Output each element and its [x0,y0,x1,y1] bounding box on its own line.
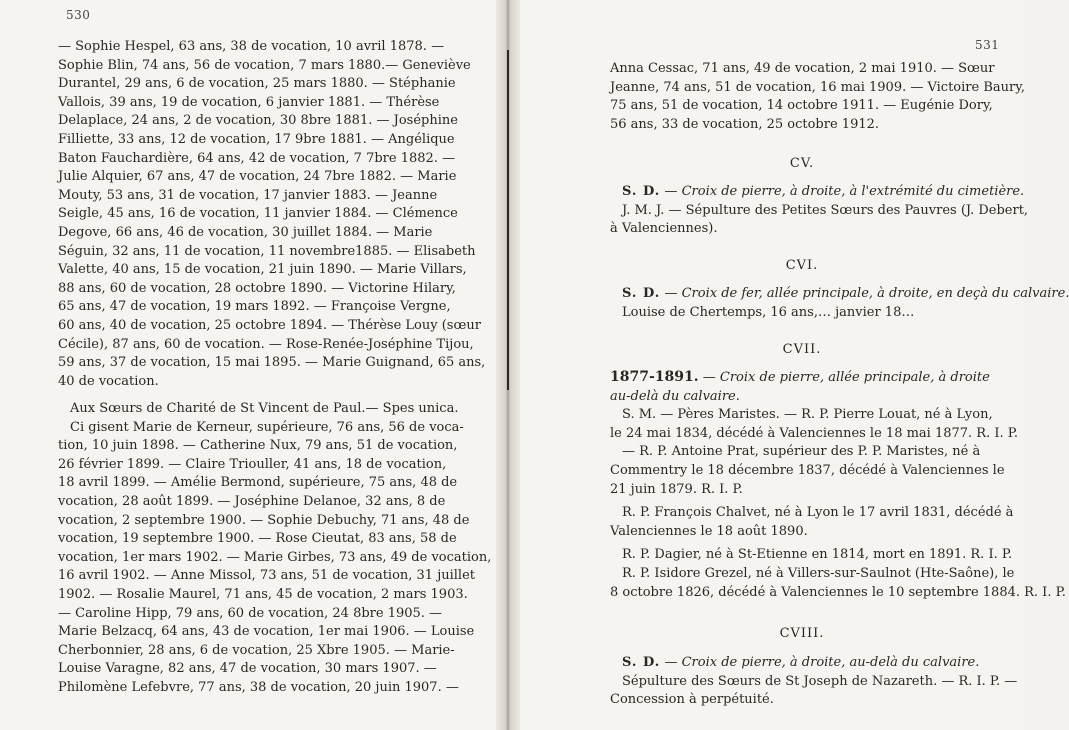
text-line: Vallois, 39 ans, 19 de vocation, 6 janvier 1881. — Thérèse [58,94,440,110]
right-paragraph-1 [610,60,1025,134]
left-page [0,0,496,730]
italic-text: — Croix de pierre, à droite, au-delà du calvaire. [664,655,980,670]
text-line: 18 avril 1899. — Amélie Bermond, supérieure, 75 ans, 48 de [58,475,458,491]
text-line [610,183,1025,202]
text-line: Mouty, 53 ans, 31 de vocation, 17 janvier 1883. — Jeanne [58,187,438,203]
text-line [610,285,1069,304]
text-line: Louise de Chertemps, 16 ans,… janvier 18… [622,304,915,320]
text-line: vocation, 19 septembre 1900. — Rose Cieutat, 83 ans, 58 de [58,531,457,547]
text-line: Filliette, 33 ans, 12 de vocation, 17 9bre 1881. — Angélique [58,131,455,147]
text-line: Ci gisent Marie de Kerneur, supérieure, 76 ans, 56 de voca- [70,419,464,435]
text-line: J. M. J. — Sépulture des Petites Sœurs des Pauvres (J. Debert, [622,202,1029,218]
right-page [520,0,1069,730]
text-line: Sépulture des Sœurs de St Joseph de Nazareth. — R. I. P. — [622,673,1018,689]
text-line: tion, 10 juin 1898. — Catherine Nux, 79 ans, 51 de vocation, [58,438,458,454]
text-line: 16 avril 1902. — Anne Missol, 73 ans, 51 de vocation, 31 juillet [58,568,476,584]
text-line: 8 octobre 1826, décédé à Valenciennes le 10 septembre 1884. R. I. P. [610,584,1066,600]
text-line: 75 ans, 51 de vocation, 14 octobre 1911. — Eugénie Dory, [610,98,993,114]
section-cv-body [610,183,1029,239]
text-line [610,368,994,388]
text-line: Aux Sœurs de Charité de St Vincent de Paul.— Spes unica. [70,401,459,416]
text-line: Jeanne, 74 ans, 51 de vocation, 16 mai 1909. — Victoire Baury, [610,79,1025,95]
text-line [610,654,994,673]
text-line: R. P. François Chalvet, né à Lyon le 17 avril 1831, décédé à [622,505,1014,521]
text-line: Marie Belzacq, 64 ans, 43 de vocation, 1er mai 1906. — Louise [58,624,475,640]
text-line: au-delà du calvaire. [610,388,740,404]
text-line: 21 juin 1879. R. I. P. [610,481,743,497]
section-cvi-body [610,285,1069,322]
text-line: 59 ans, 37 de vocation, 15 mai 1895. — Marie Guignand, 65 ans, [58,355,486,371]
text-line: Louise Varagne, 82 ans, 47 de vocation, 30 mars 1907. — [58,661,437,677]
text-line: R. P. Dagier, né à St-Etienne en 1814, mort en 1891. R. I. P. [622,547,1013,563]
page-number-right: 531 [975,38,1000,52]
text-line: 56 ans, 33 de vocation, 25 octobre 1912. [610,116,880,132]
left-paragraph-1 [58,38,486,391]
text-line: 60 ans, 40 de vocation, 25 octobre 1894. — Thérèse Louy (sœur [58,317,481,333]
section-heading-cvi: CVI. [785,258,819,273]
text-line: 26 février 1899. — Claire Triouller, 41 ans, 18 de vocation, [58,456,447,472]
text-line: Philomène Lefebvre, 77 ans, 38 de vocation, 20 juin 1907. — [58,679,459,695]
text-line: le 24 mai 1834, décédé à Valenciennes le 18 mai 1877. R. I. P. [610,425,1019,441]
text-line: Cherbonnier, 28 ans, 6 de vocation, 25 Xbre 1905. — Marie- [58,642,455,658]
text-line: Durantel, 29 ans, 6 de vocation, 25 mars 1880. — Stéphanie [58,76,456,92]
text-line: vocation, 2 septembre 1900. — Sophie Debuchy, 71 ans, 48 de [58,512,470,528]
section-heading-cv: CV. [789,156,815,171]
text-line: Julie Alquier, 67 ans, 47 de vocation, 24 7bre 1882. — Marie [58,169,457,185]
text-line: — Sophie Hespel, 63 ans, 38 de vocation, 10 avril 1878. — [58,39,445,54]
text-line: Concession à perpétuité. [610,692,774,708]
text-line: Commentry le 18 décembre 1837, décédé à Valenciennes le [610,462,1005,478]
text-line: Séguin, 32 ans, 11 de vocation, 11 novembre1885. — Elisabeth [58,243,476,259]
text-line: Sophie Blin, 74 ans, 56 de vocation, 7 mars 1880.— Geneviève [58,57,471,73]
italic-text: — Croix de pierre, allée principale, à droite [702,370,990,385]
section-heading-cviii: CVIII. [779,626,825,641]
text-line: Degove, 66 ans, 46 de vocation, 30 juillet 1884. — Marie [58,224,433,240]
text-line: — R. P. Antoine Prat, supérieur des P. P. Maristes, né à [622,444,981,460]
text-line: — Caroline Hipp, 79 ans, 60 de vocation, 24 8bre 1905. — [58,605,443,621]
text-line: Seigle, 45 ans, 16 de vocation, 11 janvier 1884. — Clémence [58,206,458,222]
year-range: 1877-1891. [610,369,699,385]
sd-label: S. D. [622,655,661,670]
section-heading-cvii: CVII. [782,342,822,357]
text-line: Cécile), 87 ans, 60 de vocation. — Rose-Renée-Joséphine Tijou, [58,336,474,352]
text-line: R. P. Isidore Grezel, né à Villers-sur-Saulnot (Hte-Saône), le [622,565,1015,581]
text-line: Valenciennes le 18 août 1890. [610,523,808,539]
left-paragraph-2 [58,400,492,698]
text-line: Anna Cessac, 71 ans, 49 de vocation, 2 mai 1910. — Sœur [610,61,995,76]
text-line: vocation, 1er mars 1902. — Marie Girbes, 73 ans, 49 de vocation, [58,549,492,565]
page-number-left: 530 [66,8,91,22]
text-line: à Valenciennes). [610,221,718,237]
text-line: vocation, 28 août 1899. — Joséphine Delanoe, 32 ans, 8 de [58,493,446,509]
text-line: Delaplace, 24 ans, 2 de vocation, 30 8bre 1881. — Joséphine [58,113,458,129]
text-line: 1902. — Rosalie Maurel, 71 ans, 45 de vocation, 2 mars 1903. [58,586,468,602]
sd-label: S. D. [622,184,661,199]
text-line: 40 de vocation. [58,373,159,389]
text-line: Baton Fauchardière, 64 ans, 42 de vocation, 7 7bre 1882. — [58,150,456,166]
sd-label: S. D. [622,286,661,301]
text-line: 88 ans, 60 de vocation, 28 octobre 1890. — Victorine Hilary, [58,280,456,296]
italic-text: — Croix de pierre, à droite, à l'extrémité du cimetière. [664,184,1025,199]
text-line: 65 ans, 47 de vocation, 19 mars 1892. — Françoise Vergne, [58,299,451,315]
text-line: S. M. — Pères Maristes. — R. P. Pierre Louat, né à Lyon, [622,407,993,423]
binding-line [507,50,509,390]
text-line: Valette, 40 ans, 15 de vocation, 21 juin 1890. — Marie Villars, [58,262,467,278]
section-cvii-body [610,368,1066,602]
section-cviii-body [610,654,1018,710]
italic-text: — Croix de fer, allée principale, à droite, en deçà du calvaire. [664,286,1069,301]
